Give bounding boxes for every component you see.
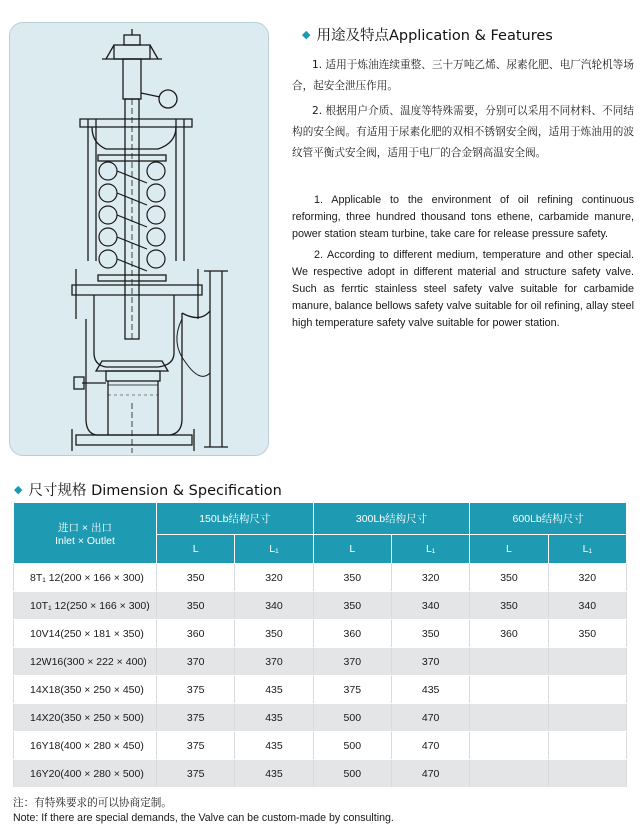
sub-header-l1: L₁	[391, 535, 469, 564]
model-cell: 10V14(250 × 181 × 350)	[14, 620, 157, 648]
inlet-outlet-header	[14, 503, 157, 564]
value-cell: 350	[391, 620, 469, 648]
value-cell	[548, 704, 626, 732]
value-cell: 320	[235, 564, 313, 592]
model-cell: 10T₁ 12(250 × 166 × 300)	[14, 592, 157, 620]
value-cell: 340	[548, 592, 626, 620]
value-cell: 370	[391, 648, 469, 676]
sub-header-l: L	[313, 535, 391, 564]
value-cell: 375	[157, 760, 235, 788]
note-cn: 注：有特殊要求的可以协商定制。	[13, 797, 172, 809]
value-cell: 375	[157, 676, 235, 704]
value-cell: 500	[313, 760, 391, 788]
value-cell: 350	[157, 592, 235, 620]
sub-header-l: L	[157, 535, 235, 564]
diamond-bullet-icon: ◆	[302, 28, 311, 41]
value-cell: 360	[313, 620, 391, 648]
model-cell: 16Y18(400 × 280 × 450)	[14, 732, 157, 760]
value-cell: 350	[313, 564, 391, 592]
model-cell: 8T₁ 12(200 × 166 × 300)	[14, 564, 157, 592]
value-cell: 435	[391, 676, 469, 704]
spec-heading	[14, 479, 282, 500]
value-cell: 360	[470, 620, 548, 648]
group-header-300lb: 300Lb结构尺寸	[313, 503, 470, 535]
value-cell	[470, 704, 548, 732]
spec-table	[13, 502, 627, 788]
value-cell: 470	[391, 732, 469, 760]
features-title: 用途及特点Application & Features	[316, 28, 553, 44]
features-en-paragraph-1: 1. Applicable to the environment of oil refining continuous reforming, three hundred thousand tons ethene, carbamide manure, power station steam turbine, take care for release pressure safety.	[292, 194, 634, 240]
valve-drawing-panel	[9, 22, 269, 456]
value-cell: 320	[548, 564, 626, 592]
features-heading	[302, 24, 634, 45]
value-cell: 350	[313, 592, 391, 620]
inlet-outlet-header-en: Inlet × Outlet	[55, 534, 115, 547]
value-cell: 435	[235, 760, 313, 788]
value-cell: 370	[157, 648, 235, 676]
table-row	[14, 732, 627, 760]
features-cn-paragraph-2: 2. 根据用户介质、温度等特殊需要，分别可以采用不同材料、不同结构的安全阀。有适用于尿素化肥的双相不锈钢安全阀，适用于炼油用的波纹管平衡式安全阀，适用于电厂的合金钢高温安全阀。	[292, 105, 634, 159]
value-cell: 360	[157, 620, 235, 648]
sub-header-l1: L₁	[235, 535, 313, 564]
table-row	[14, 592, 627, 620]
value-cell: 435	[235, 732, 313, 760]
value-cell	[548, 760, 626, 788]
spec-title: 尺寸规格 Dimension & Specification	[28, 483, 282, 499]
value-cell: 340	[391, 592, 469, 620]
valve-cross-section-drawing	[10, 23, 269, 456]
value-cell: 375	[157, 732, 235, 760]
value-cell	[548, 732, 626, 760]
value-cell: 375	[313, 676, 391, 704]
note-en: Note: If there are special demands, the Valve can be custom-made by consulting.	[13, 812, 394, 824]
table-row	[14, 620, 627, 648]
table-row	[14, 676, 627, 704]
value-cell: 350	[548, 620, 626, 648]
value-cell	[470, 732, 548, 760]
features-section	[292, 24, 634, 336]
features-en-block	[292, 192, 634, 332]
value-cell	[470, 760, 548, 788]
value-cell: 350	[470, 592, 548, 620]
features-en-paragraph-2: 2. According to different medium, temperature and other special. We respective adopt in different material and structure safety valve. Such as ferrtic stainless steel safety valve suitable for carbamide manure, balance bellows safety valve suitable for oil refining, allay steel high temperature safety valve suitable for power station.	[292, 249, 634, 329]
sub-header-l: L	[470, 535, 548, 564]
value-cell	[548, 648, 626, 676]
value-cell: 375	[157, 704, 235, 732]
value-cell	[470, 676, 548, 704]
value-cell: 340	[235, 592, 313, 620]
value-cell: 320	[391, 564, 469, 592]
value-cell: 470	[391, 760, 469, 788]
table-row	[14, 704, 627, 732]
value-cell: 350	[235, 620, 313, 648]
value-cell: 370	[235, 648, 313, 676]
model-cell: 14X18(350 × 250 × 450)	[14, 676, 157, 704]
value-cell: 470	[391, 704, 469, 732]
group-header-150lb: 150Lb结构尺寸	[157, 503, 314, 535]
value-cell	[470, 648, 548, 676]
table-row	[14, 648, 627, 676]
value-cell: 370	[313, 648, 391, 676]
diamond-bullet-icon: ◆	[14, 483, 23, 496]
value-cell: 435	[235, 704, 313, 732]
value-cell: 500	[313, 732, 391, 760]
model-cell: 14X20(350 × 250 × 500)	[14, 704, 157, 732]
inlet-outlet-header-cn: 进口 × 出口	[58, 521, 112, 534]
model-cell: 16Y20(400 × 280 × 500)	[14, 760, 157, 788]
group-header-600lb: 600Lb结构尺寸	[470, 503, 627, 535]
table-row	[14, 564, 627, 592]
features-cn-paragraph-1: 1. 适用于炼油连续重整、三十万吨乙烯、尿素化肥、电厂汽轮机等场合，起安全泄压作用。	[292, 59, 634, 92]
value-cell: 435	[235, 676, 313, 704]
sub-header-l1: L₁	[548, 535, 626, 564]
value-cell: 500	[313, 704, 391, 732]
model-cell: 12W16(300 × 222 × 400)	[14, 648, 157, 676]
value-cell	[548, 676, 626, 704]
value-cell: 350	[157, 564, 235, 592]
notes-section	[13, 796, 394, 826]
table-row	[14, 760, 627, 788]
value-cell: 350	[470, 564, 548, 592]
